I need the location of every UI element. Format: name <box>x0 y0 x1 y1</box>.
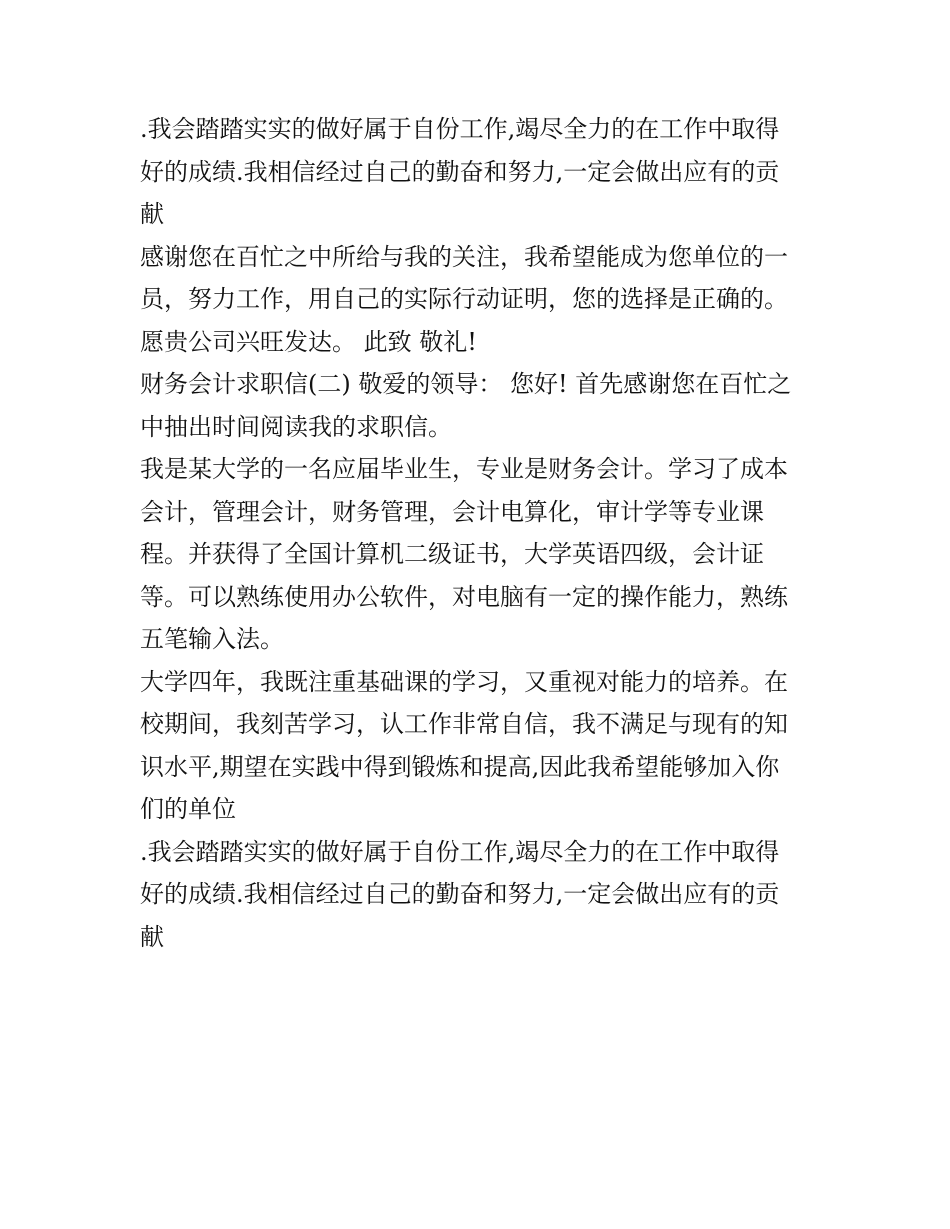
text-line: 愿贵公司兴旺发达。 此致 敬礼! <box>140 327 477 356</box>
text-line: 财务会计求职信(二) 敬爱的领导： 您好! 首先感谢您在百忙之 <box>140 370 792 398</box>
text-line: 好的成绩.我相信经过自己的勤奋和努力,一定会做出应有的贡 <box>140 880 780 908</box>
text-line: 们的单位 <box>140 795 236 823</box>
text-line: 好的成绩.我相信经过自己的勤奋和努力,一定会做出应有的贡 <box>140 157 780 186</box>
text-line: 献 <box>140 200 164 228</box>
text-line: 大学四年，我既注重基础课的学习，又重视对能力的培养。在 <box>140 667 788 696</box>
text-line: .我会踏踏实实的做好属于自份工作,竭尽全力的在工作中取得 <box>140 837 780 866</box>
text-line: 员，努力工作，用自己的实际行动证明，您的选择是正确的。 <box>140 285 788 313</box>
text-line: 识水平,期望在实践中得到锻炼和提高,因此我希望能够加入你 <box>140 752 780 781</box>
text-line: 中抽出时间阅读我的求职信。 <box>140 412 452 441</box>
text-line: 会计，管理会计，财务管理，会计电算化，审计学等专业课 <box>140 497 764 526</box>
text-line: 校期间，我刻苦学习，认工作非常自信，我不满足与现有的知 <box>140 710 788 738</box>
text-line: 献 <box>140 922 164 951</box>
text-line: 程。并获得了全国计算机二级证书，大学英语四级，会计证 <box>140 540 764 568</box>
text-line: 我是某大学的一名应届毕业生，专业是财务会计。学习了成本 <box>140 455 788 483</box>
text-line: 五笔输入法。 <box>140 625 284 653</box>
text-line: 等。可以熟练使用办公软件，对电脑有一定的操作能力，熟练 <box>140 582 788 611</box>
document-body <box>140 108 820 958</box>
text-line: .我会踏踏实实的做好属于自份工作,竭尽全力的在工作中取得 <box>140 115 780 143</box>
text-line: 感谢您在百忙之中所给与我的关注，我希望能成为您单位的一 <box>140 242 788 271</box>
